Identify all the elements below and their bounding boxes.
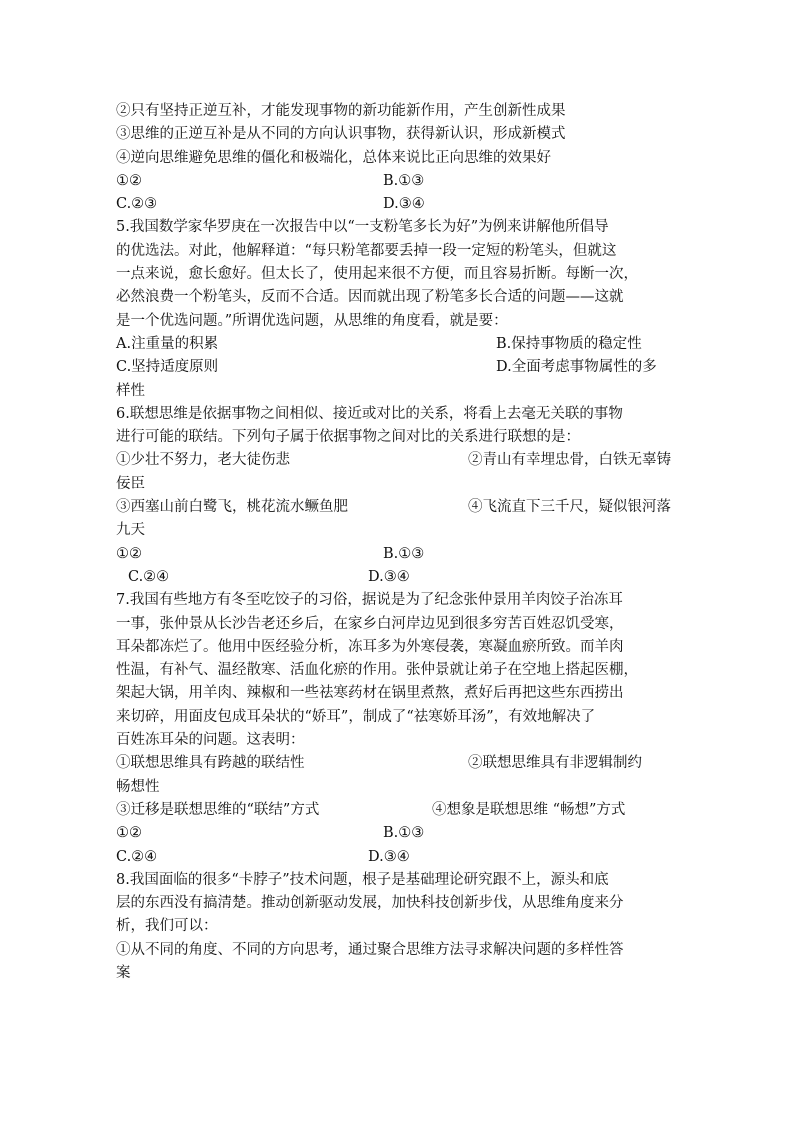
option-row	[116, 799, 676, 822]
answer-b: B.①③	[383, 825, 425, 842]
answer-row	[116, 170, 676, 193]
answer-a: A.注重量的积累	[116, 335, 219, 352]
question-line: 6.联想思维是依据事物之间相似、接近或对比的关系，将看上去毫无关联的事物	[116, 405, 623, 422]
question-line: 百姓冻耳朵的问题。这表明：	[116, 732, 305, 749]
option-continuation: 案	[116, 964, 131, 981]
answer-c: C.②④	[128, 568, 170, 585]
option-3: ③西塞山前白鹭飞，桃花流水鳜鱼肥	[116, 499, 348, 516]
question-line: 耳朵都冻烂了。他用中医经验分析，冻耳多为外寒侵袭，寒凝血瘀所致。而羊肉	[116, 638, 624, 655]
option-4: ④飞流直下三千尺，疑似银河落	[468, 499, 671, 516]
answer-c: C.②④	[116, 848, 158, 865]
answer-a: ①②	[116, 825, 142, 842]
answer-row	[116, 822, 676, 845]
answer-d: D.全面考虑事物属性的多	[496, 359, 657, 376]
answer-a: ①②	[116, 172, 142, 189]
option-continuation: 九天	[116, 522, 145, 539]
answer-b: B.①③	[383, 172, 425, 189]
answer-row	[116, 566, 676, 589]
answer-row	[116, 193, 676, 216]
document-page	[116, 100, 676, 985]
question-line: 一点来说，愈长愈好。但太长了，使用起来很不方便，而且容易折断。每断一次，	[116, 266, 638, 283]
question-line: 架起大锅，用羊肉、辣椒和一些祛寒药材在锅里煮熬，煮好后再把这些东西捞出	[116, 685, 624, 702]
question-line: 的优选法。对此，他解释道：“每只粉笔都要丢掉一段一定短的粉笔头，但就这	[116, 242, 617, 259]
question-line: 析，我们可以：	[116, 918, 218, 935]
option-continuation: 畅想性	[116, 778, 160, 795]
answer-row	[116, 543, 676, 566]
answer-b: B.保持事物质的稳定性	[496, 335, 642, 352]
option-row	[116, 752, 676, 775]
question-line: 一事，张仲景从长沙告老还乡后，在家乡白河岸边见到很多穷苦百姓忍饥受寒，	[116, 615, 624, 632]
question-line: 是一个优选问题。”所谓优选问题，从思维的角度看，就是要：	[116, 312, 508, 329]
option-1: ①少壮不努力，老大徒伤悲	[116, 452, 290, 469]
answer-d: D.③④	[368, 848, 410, 865]
question-line: 进行可能的联结。下列句子属于依据事物之间对比的关系进行联想的是：	[116, 429, 580, 446]
option-line: ③思维的正逆互补是从不同的方向认识事物，获得新认识，形成新模式	[116, 126, 566, 143]
answer-c: C.②③	[116, 196, 158, 213]
question-line: 性温，有补气、温经散寒、活血化瘀的作用。张仲景就让弟子在空地上搭起医棚，	[116, 662, 638, 679]
option-2: ②青山有幸埋忠骨，白铁无辜铸	[468, 452, 671, 469]
option-line: ④逆向思维避免思维的僵化和极端化，总体来说比正向思维的效果好	[116, 149, 551, 166]
option-row	[116, 496, 676, 519]
option-4: ④想象是联想思维 “畅想”方式	[432, 801, 626, 818]
option-line: ①从不同的角度、不同的方向思考，通过聚合思维方法寻求解决问题的多样性答	[116, 941, 624, 958]
answer-a: ①②	[116, 545, 142, 562]
answer-row	[116, 333, 676, 356]
answer-b: B.①③	[383, 545, 425, 562]
option-continuation: 佞臣	[116, 475, 145, 492]
question-line: 5.我国数学家华罗庚在一次报告中以“一支粉笔多长为好”为例来讲解他所倡导	[116, 219, 609, 236]
question-line: 层的东西没有搞清楚。推动创新驱动发展，加快科技创新步伐，从思维角度来分	[116, 895, 624, 912]
question-line: 8.我国面临的很多“卡脖子”技术问题，根子是基础理论研究跟不上，源头和底	[116, 871, 609, 888]
answer-row	[116, 846, 676, 869]
question-line: 7.我国有些地方有冬至吃饺子的习俗，据说是为了纪念张仲景用羊肉饺子治冻耳	[116, 592, 623, 609]
answer-c: C.坚持适度原则	[116, 359, 219, 376]
answer-d: D.③④	[383, 196, 425, 213]
question-line: 必然浪费一个粉笔头，反而不合适。因而就出现了粉笔多长合适的问题——这就	[116, 289, 624, 306]
option-line: ②只有坚持正逆互补，才能发现事物的新功能新作用，产生创新性成果	[116, 103, 566, 119]
answer-row	[116, 356, 676, 379]
option-2: ②联想思维具有非逻辑制约	[468, 755, 642, 772]
answer-d: D.③④	[368, 568, 410, 585]
option-row	[116, 449, 676, 472]
question-line: 来切碎，用面皮包成耳朵状的“娇耳”，制成了“祛寒娇耳汤”，有效地解决了	[116, 708, 596, 725]
option-1: ①联想思维具有跨越的联结性	[116, 755, 305, 772]
answer-continuation: 样性	[116, 382, 145, 399]
option-3: ③迁移是联想思维的“联结”方式	[116, 801, 320, 818]
